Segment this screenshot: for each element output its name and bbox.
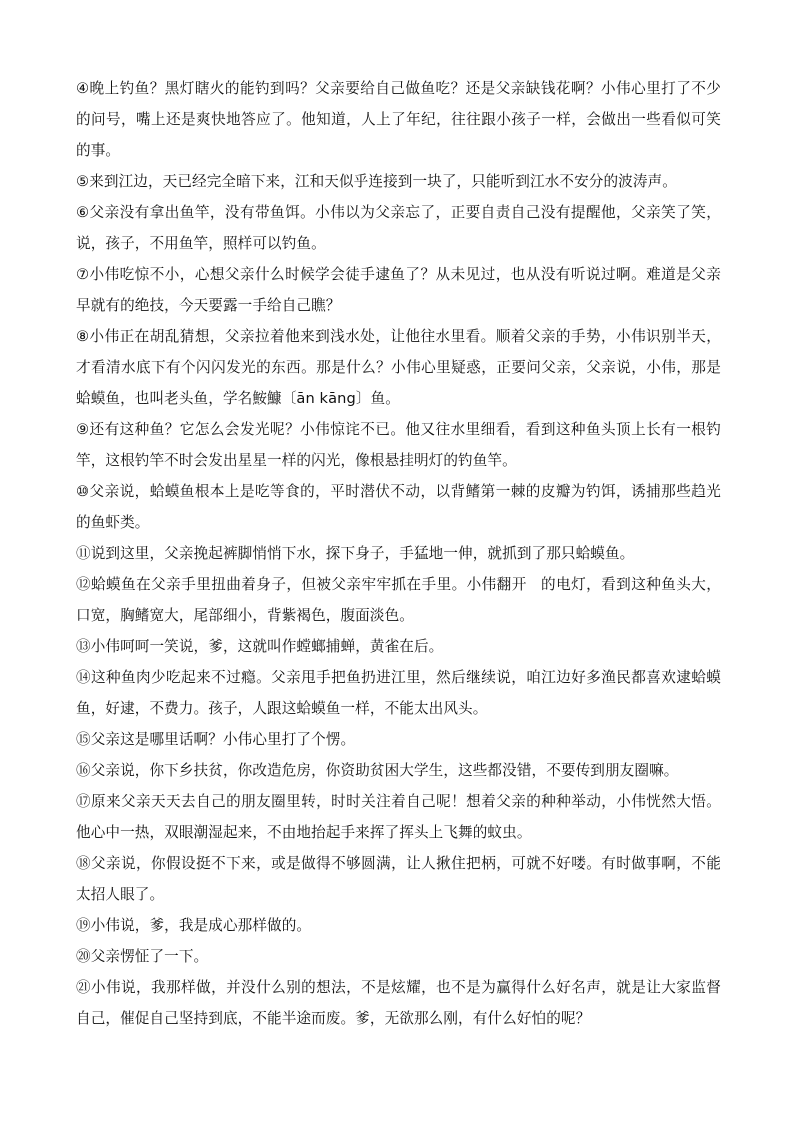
paragraph-20: [76, 941, 721, 972]
paragraph-text: 父亲说，你下乡扶贫，你改造危房，你资助贫困大学生，这些都没错，不要传到朋友圈嘛。: [90, 762, 679, 779]
paragraph-number: ⑱: [76, 855, 91, 872]
paragraph-12: [76, 569, 721, 631]
paragraph-text: 小伟说，我那样做，并没什么别的想法，不是炫耀，也不是为赢得什么好名声，就是让大家监督自己，催促自己坚持到底，不能半途而废。爹，无欲那么刚，有什么好怕的呢？: [76, 979, 721, 1027]
paragraph-21: [76, 972, 721, 1034]
paragraph-text: 晚上钓鱼？黑灯瞎火的能钓到吗？父亲要给自己做鱼吃？还是父亲缺钱花啊？小伟心里打了不少的问号，嘴上还是爽快地答应了。他知道，人上了年纪，往往跟小孩子一样，会做出一些看似可笑的事。: [76, 80, 721, 159]
paragraph-number: ⑥: [76, 204, 90, 221]
paragraph-text: 来到江边，天已经完全暗下来，江和天似乎连接到一块了，只能听到江水不安分的波涛声。: [89, 173, 677, 190]
paragraph-7: [76, 259, 721, 321]
paragraph-text: 还有这种鱼？它怎么会发光呢？小伟惊诧不已。他又往水里细看，看到这种鱼头顶上长有一根钓竿，这根钓竿不时会发出星星一样的闪光，像根悬挂明灯的钓鱼竿。: [76, 421, 721, 469]
paragraph-text-part-a: 蛤蟆鱼在父亲手里扭曲着身子，但被父亲牢牢抓在手里。小伟翻开: [90, 576, 527, 593]
paragraph-10: [76, 476, 721, 538]
paragraph-number: ⑩: [76, 483, 90, 500]
paragraph-4: [76, 73, 721, 166]
paragraph-text: 原来父亲天天去自己的朋友圈里转，时时关注着自己呢！想着父亲的种种举动，小伟恍然大悟。他心中一热，双眼潮湿起来，不由地抬起手来挥了挥头上飞舞的蚊虫。: [76, 793, 721, 841]
paragraph-text: 小伟说，爹，我是成心那样做的。: [90, 917, 312, 934]
paragraph-number: ⑧: [76, 328, 90, 345]
paragraph-text: 父亲愣怔了一下。: [90, 948, 209, 965]
paragraph-8: [76, 321, 721, 414]
paragraph-number: ⑲: [76, 917, 91, 934]
paragraph-text: 这种鱼肉少吃起来不过瘾。父亲甩手把鱼扔进江里，然后继续说，咱江边好多渔民都喜欢逮蛤蟆鱼，好逮，不费力。孩子，人跟这蛤蟆鱼一样，不能太出风头。: [76, 669, 721, 717]
paragraph-15: [76, 724, 721, 755]
paragraph-number: ⑨: [76, 421, 90, 438]
paragraph-number: ⑫: [76, 576, 91, 593]
paragraph-text-part-b: 的电灯，看到这种鱼头大，口宽，胸鳍宽大，尾部细小，背紫褐色，腹面淡色。: [76, 576, 722, 624]
paragraph-text: 小伟正在胡乱猜想，父亲拉着他来到浅水处，让他往水里看。顺着父亲的手势，小伟识别半天，才看清水底下有个闪闪发光的东西。那是什么？小伟心里疑惑，正要问父亲，父亲说，小伟，那是蛤蟆鱼，也叫老头鱼，学名鮟鱇〔ān kāng〕鱼。: [76, 328, 721, 407]
paragraph-number: ⑰: [76, 793, 91, 810]
paragraph-19: [76, 910, 721, 941]
paragraph-14: [76, 662, 721, 724]
paragraph-17: [76, 786, 721, 848]
paragraph-text: 小伟呵呵一笑说，爹，这就叫作螳螂捕蝉，黄雀在后。: [90, 638, 444, 655]
paragraph-number: ㉑: [76, 979, 91, 996]
document-page: [76, 73, 721, 1034]
paragraph-number: ⑦: [76, 266, 90, 283]
paragraph-number: ⑳: [76, 948, 91, 965]
paragraph-number: ⑮: [76, 731, 91, 748]
paragraph-number: ④: [76, 80, 90, 97]
paragraph-16: [76, 755, 721, 786]
paragraph-18: [76, 848, 721, 910]
paragraph-5: [76, 166, 721, 197]
paragraph-number: ⑤: [76, 173, 90, 190]
paragraph-13: [76, 631, 721, 662]
paragraph-11: [76, 538, 721, 569]
paragraph-number: ⑯: [76, 762, 91, 779]
paragraph-number: ⑭: [76, 669, 91, 686]
paragraph-text: 父亲这是哪里话啊？小伟心里打了个愣。: [90, 731, 356, 748]
paragraph-text: 父亲说，蛤蟆鱼根本上是吃等食的，平时潜伏不动，以背鳍第一棘的皮瓣为钓饵，诱捕那些趋光的鱼虾类。: [76, 483, 721, 531]
paragraph-number: ⑬: [76, 638, 91, 655]
paragraph-text: 父亲没有拿出鱼竿，没有带鱼饵。小伟以为父亲忘了，正要自责自己没有提醒他，父亲笑了笑，说，孩子，不用鱼竿，照样可以钓鱼。: [76, 204, 721, 252]
paragraph-text: 小伟吃惊不小，心想父亲什么时候学会徒手逮鱼了？从未见过，也从没有听说过啊。难道是父亲早就有的绝技，今天要露一手给自己瞧？: [76, 266, 721, 314]
paragraph-text: 父亲说，你假设挺不下来，或是做得不够圆满，让人揪住把柄，可就不好喽。有时做事啊，不能太招人眼了。: [76, 855, 721, 903]
paragraph-9: [76, 414, 721, 476]
paragraph-text: 说到这里，父亲挽起裤脚悄悄下水，探下身子，手猛地一伸，就抓到了那只蛤蟆鱼。: [90, 545, 635, 562]
paragraph-number: ⑪: [76, 545, 91, 562]
paragraph-6: [76, 197, 721, 259]
